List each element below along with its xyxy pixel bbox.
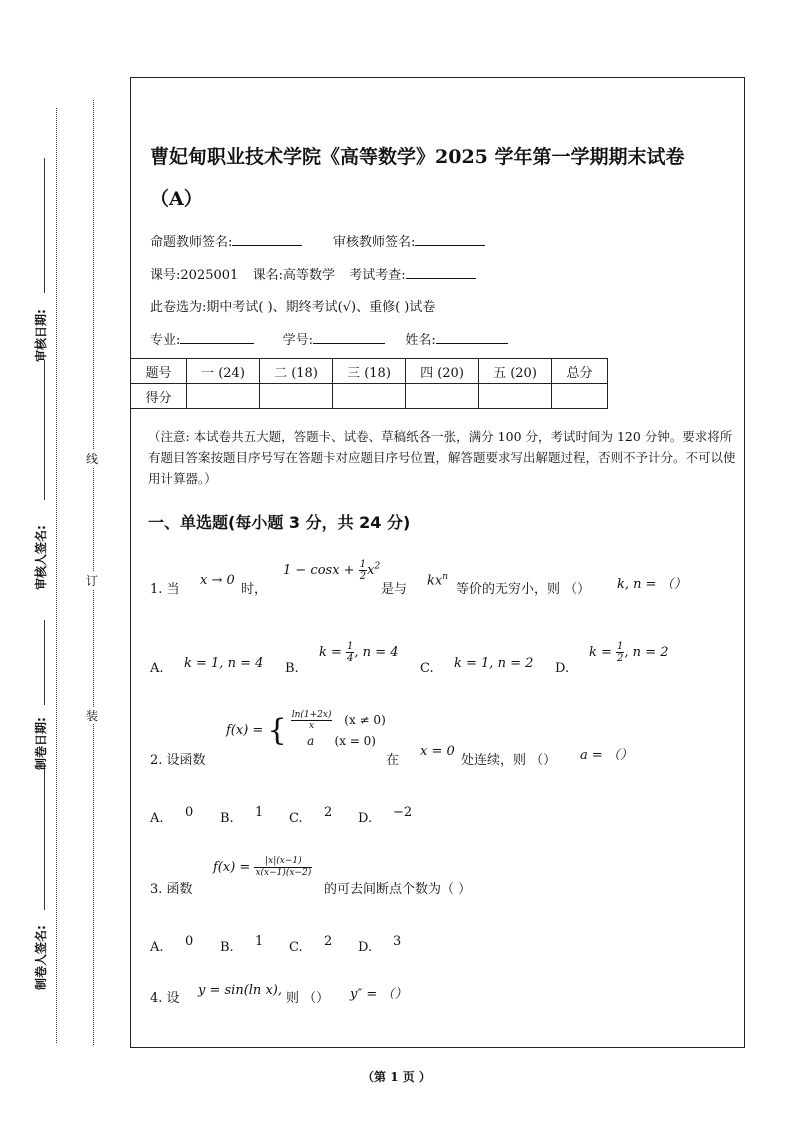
section-heading-single-choice: 一、单选题(每小题 3 分，共 24 分) [148,513,411,532]
q1-fraction [359,559,367,582]
q1-fraction-num: 1 [359,559,367,570]
q3-prefix: 3. 函数 [150,882,193,897]
q2-cases [291,710,386,751]
q1-option-c-label[interactable]: C. [420,661,434,676]
side-mark-zhuang: 装 [86,709,99,723]
q2-case1-fraction [291,710,333,731]
major-label: 专业: [150,333,181,348]
q1-mid: 是与 [381,582,408,597]
q1-prefix: 1. 当 [150,582,180,597]
q2-option-a[interactable]: 0 [185,805,194,820]
score-header-cell: 二 (18) [260,359,333,384]
q1-expr-part-c: x [367,563,375,578]
make-date-blank [44,620,45,705]
q2-brace: { [267,712,287,748]
q1-condition: x → 0 [200,573,235,588]
q3-option-c-label[interactable]: C. [289,940,303,955]
q2-option-c-label[interactable]: C. [289,811,303,826]
q3-tail: 的可去间断点个数为（ ） [324,882,472,897]
q2-continuity: 处连续，则 （） [461,753,557,768]
q2-case1-num: ln(1+2x) [291,710,332,720]
score-header-cell: 五 (20) [479,359,552,384]
q4-prefix: 4. 设 [150,991,180,1006]
reviewer-sign-blank [44,360,45,500]
q1-option-a-label[interactable]: A. [150,661,164,676]
score-header-cell: 题号 [131,359,187,384]
q3-option-a[interactable]: 0 [185,934,194,949]
setter-label: 命题教师签名: [150,235,233,250]
q2-option-d[interactable]: −2 [393,805,413,820]
q1-kx [427,572,448,588]
q1-expression [283,559,380,582]
q1-kx-base: kx [427,573,443,589]
q3-denominator: x(x−1)(x−2) [255,868,312,878]
q3-option-c[interactable]: 2 [324,934,333,949]
reviewer-blank[interactable] [415,233,485,246]
score-row-label: 得分 [131,384,187,409]
q1-option-b-den: 4 [347,653,354,664]
score-header-cell: 四 (20) [406,359,479,384]
q1-option-b-post: , n = 4 [354,645,399,660]
q1-option-d-label[interactable]: D. [555,661,570,676]
score-cell[interactable] [479,384,552,409]
page-frame [130,77,745,1048]
q2-function [226,710,386,751]
score-header-cell: 三 (18) [333,359,406,384]
q2-case1-cond: (x ≠ 0) [344,713,386,727]
q2-option-b-label[interactable]: B. [220,811,234,826]
side-mark-ding: 订 [86,574,99,588]
q3-fx: f(x) = [213,860,251,875]
side-maker-sign: 制卷人签名: [34,925,48,990]
review-date-blank [44,158,45,293]
q3-option-d-label[interactable]: D. [358,940,373,955]
q2-option-b[interactable]: 1 [255,805,264,820]
q1-option-b-num: 1 [347,641,354,652]
score-table [130,358,608,409]
q2-point: x = 0 [420,744,455,759]
q2-prefix: 2. 设函数 [150,753,206,768]
side-reviewer-sign: 审核人签名: [34,525,48,590]
score-cell[interactable] [406,384,479,409]
q1-option-d-pre: k = [589,645,612,660]
q3-numerator: |x|(x−1) [254,856,312,868]
exam-instructions: （注意: 本试卷共五大题，答题卡、试卷、草稿纸各一张，满分 100 分，考试时间为 120 分钟。要求将所有题目答案按题目序号写在答题卡对应题目序号位置，解答题要求写出解题过程，否则不予计分。不可以使用计算器。） [148,429,736,486]
q2-case-1 [291,710,386,731]
q1-option-b[interactable] [319,641,399,664]
course-info-line [150,264,476,283]
maker-sign-blank [44,765,45,910]
score-cell[interactable] [260,384,333,409]
q3-function [213,856,312,879]
q3-option-d[interactable]: 3 [393,934,402,949]
q2-option-d-label[interactable]: D. [358,811,373,826]
reviewer-label: 审核教师签名: [333,235,416,250]
q1-kx-sup: n [442,572,449,582]
q2-ask: a = （） [580,748,633,763]
q2-case2-value: a [307,734,315,748]
q2-at: 在 [386,753,400,768]
major-blank[interactable] [180,331,254,344]
q2-fx: f(x) = [226,723,264,738]
q1-expr-sup: 2 [374,561,381,572]
q2-case-2 [291,731,386,751]
q2-option-c[interactable]: 2 [324,805,333,820]
score-cell[interactable] [552,384,608,409]
score-cell[interactable] [333,384,406,409]
q1-option-d[interactable] [589,641,669,664]
setter-signature-label [150,231,302,250]
q1-expr-part-a: 1 − cos [283,563,333,578]
score-table-header-row [131,359,608,384]
q2-case2-cond: (x = 0) [334,734,376,748]
q4-then: 则 （） [286,991,330,1006]
page-number: （第 1 页 ） [362,1070,431,1084]
course-number: 课号:2025001 [150,268,239,283]
q1-option-c[interactable]: k = 1, n = 2 [454,656,534,671]
exam-type-label: 考试考查: [349,268,406,283]
student-no-label: 学号: [282,333,314,348]
q1-option-d-post: , n = 2 [624,645,669,660]
exam-type-blank[interactable] [406,266,476,279]
paper-type-line: 此卷选为:期中考试( )、期终考试(√)、重修( )试卷 [150,300,436,315]
q1-option-b-label[interactable]: B. [285,661,299,676]
q1-option-a[interactable]: k = 1, n = 4 [184,656,264,671]
q3-option-b[interactable]: 1 [255,934,264,949]
q1-fraction-den: 2 [359,571,367,582]
q1-expr-part-b: x + [332,563,355,578]
side-make-date: 制卷日期: [34,717,48,770]
q4-expression: y = sin(ln x), [198,983,282,998]
score-header-cell: 一 (24) [187,359,260,384]
reviewer-signature-label [333,231,485,250]
name-blank[interactable] [436,331,508,344]
side-mark-line: 线 [86,452,99,466]
score-cell[interactable] [187,384,260,409]
name-label: 姓名: [405,333,436,348]
q1-option-d-num: 1 [617,641,624,652]
q4-ask: y″ = （） [350,987,408,1002]
q3-option-a-label[interactable]: A. [150,940,164,955]
q1-ask: k, n = （） [617,577,687,592]
exam-title-paper-a: （A） [150,188,203,210]
q2-case1-den: x [309,721,315,731]
q2-option-a-label[interactable]: A. [150,811,164,826]
q1-when: 时， [241,582,268,597]
exam-title: 曹妃甸职业技术学院《高等数学》2025 学年第一学期期末试卷 [150,146,685,168]
student-no-blank[interactable] [313,331,385,344]
q1-option-d-den: 2 [617,653,624,664]
binding-dotted-line-left [56,108,57,1043]
q1-option-b-pre: k = [319,645,342,660]
course-name: 课名:高等数学 [252,268,335,283]
q3-option-b-label[interactable]: B. [220,940,234,955]
score-header-cell: 总分 [552,359,608,384]
side-review-date: 审核日期: [34,309,48,362]
q1-tail: 等价的无穷小，则 （） [456,582,591,597]
q3-fraction [254,856,312,879]
score-table-score-row [131,384,608,409]
student-info-line [150,329,508,348]
setter-blank[interactable] [232,233,302,246]
